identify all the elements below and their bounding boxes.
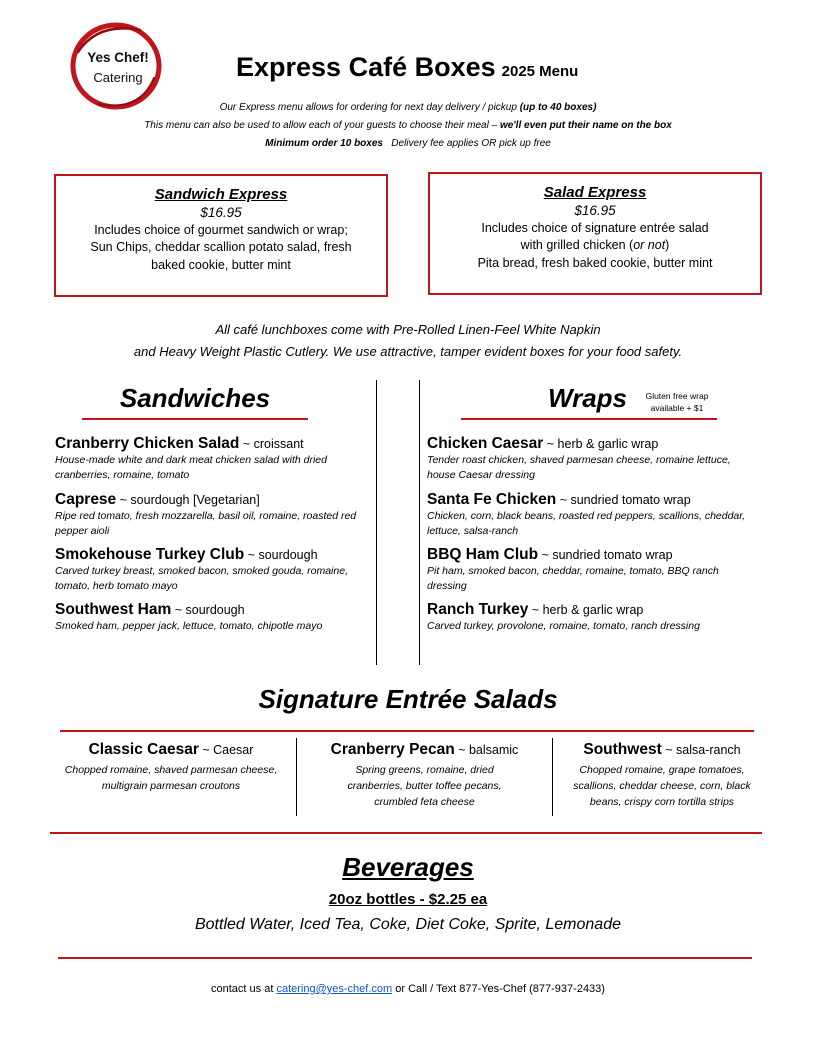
wrap-item xyxy=(427,546,757,594)
package-line: baked cookie, butter mint xyxy=(151,257,291,272)
package-line xyxy=(430,237,760,255)
wrap-item xyxy=(427,491,757,539)
salad-item xyxy=(46,741,296,794)
item-description: Chopped romaine, shaved parmesan cheese, multigrain parmesan croutons xyxy=(64,764,278,792)
intro-2-bold: we'll even put their name on the box xyxy=(499,120,672,131)
package-name: Salad Express xyxy=(543,184,647,201)
intro-3-text: Delivery fee applies OR pick up free xyxy=(382,138,551,149)
item-description: Chopped romaine, grape tomatoes, scallions, cheddar cheese, corn, black beans, crispy corn tortilla strips xyxy=(573,764,751,808)
item-description: Smoked ham, pepper jack, lettuce, tomato, chipotle mayo xyxy=(55,620,323,632)
package-line: Includes choice of gourmet sandwich or wrap; xyxy=(94,222,348,237)
item-dressing: ~ salsa-ranch xyxy=(661,743,741,757)
package-price: $16.95 xyxy=(200,205,242,220)
item-name: Cranberry Pecan xyxy=(330,741,455,758)
salads-bottom-rule xyxy=(50,832,762,834)
logo-text-yes-chef: Yes Chef! xyxy=(87,50,149,65)
item-description: House-made white and dark meat chicken salad with dried cranberries, romaine, tomato xyxy=(55,454,327,481)
item-name: Classic Caesar xyxy=(88,741,199,758)
beverages-list: Bottled Water, Iced Tea, Coke, Diet Coke, Sprite, Lemonade xyxy=(194,916,621,933)
intro-1-text: Our Express menu allows for ordering for next day delivery / pickup xyxy=(219,102,520,113)
item-name: Santa Fe Chicken xyxy=(427,491,557,508)
package-line: Sun Chips, cheddar scallion potato salad, fresh xyxy=(90,240,352,254)
wraps-heading: Wraps xyxy=(548,383,627,413)
intro-line-2 xyxy=(40,120,776,131)
item-name: BBQ Ham Club xyxy=(427,546,539,563)
item-description: Chicken, corn, black beans, roasted red peppers, scallions, cheddar, lettuce, salsa-ranch xyxy=(427,510,746,537)
item-description: Carved turkey, provolone, romaine, tomato, ranch dressing xyxy=(427,620,700,632)
item-dressing: ~ Caesar xyxy=(198,743,254,757)
sandwich-item xyxy=(55,546,375,594)
item-description: Tender roast chicken, shaved parmesan cheese, romaine lettuce, house Caesar dressing xyxy=(427,454,731,481)
intro-line-1 xyxy=(40,102,776,113)
salad-item xyxy=(297,741,552,810)
salads-heading: Signature Entrée Salads xyxy=(258,684,558,714)
item-wrap: ~ sundried tomato wrap xyxy=(538,548,673,562)
package-line-part: with grilled chicken ( xyxy=(520,238,634,252)
item-name: Smokehouse Turkey Club xyxy=(55,546,245,563)
item-name: Southwest Ham xyxy=(55,601,172,618)
beverages-heading: Beverages xyxy=(342,852,474,882)
intro-3-bold: Minimum order 10 boxes xyxy=(265,138,383,149)
package-salad-express xyxy=(428,172,762,295)
column-divider-left xyxy=(376,380,377,665)
item-description: Carved turkey breast, smoked bacon, smoked gouda, romaine, tomato, herb tomato mayo xyxy=(55,565,348,592)
package-line-italic: or not xyxy=(633,238,666,252)
item-name: Ranch Turkey xyxy=(427,601,529,618)
item-wrap: ~ sundried tomato wrap xyxy=(556,493,691,507)
package-line: Pita bread, fresh baked cookie, butter mint xyxy=(477,255,713,270)
item-bread: ~ sourdough xyxy=(171,603,245,617)
wrap-item xyxy=(427,435,757,483)
logo-ring-icon xyxy=(68,20,168,112)
footer-prefix: contact us at xyxy=(211,983,277,995)
gluten-free-note-line: Gluten free wrap xyxy=(645,391,709,401)
sandwich-item xyxy=(55,491,375,539)
item-description: Ripe red tomato, fresh mozzarella, basil oil, romaine, roasted red pepper aioli xyxy=(55,510,357,537)
item-bread: ~ sourdough xyxy=(244,548,318,562)
column-divider-right xyxy=(419,380,420,665)
sandwiches-heading-rule xyxy=(82,418,308,420)
gluten-free-note-line: available + $1 xyxy=(650,403,704,413)
item-bread: ~ sourdough [Vegetarian] xyxy=(116,493,260,507)
package-price: $16.95 xyxy=(574,203,616,218)
wraps-heading-rule xyxy=(461,418,717,420)
item-wrap: ~ herb & garlic wrap xyxy=(543,437,659,451)
logo xyxy=(68,20,168,110)
logo-text-catering: Catering xyxy=(93,70,143,85)
package-line: Includes choice of signature entrée salad xyxy=(481,220,709,235)
sandwich-item xyxy=(55,601,375,634)
title-main: Express Café Boxes xyxy=(236,52,496,82)
intro-line-3 xyxy=(40,138,776,149)
package-sandwich-express xyxy=(54,174,388,297)
item-name: Cranberry Chicken Salad xyxy=(55,435,240,452)
page-title xyxy=(236,52,578,83)
item-bread: ~ croissant xyxy=(239,437,304,451)
intro-2-text: This menu can also be used to allow each of your guests to choose their meal – xyxy=(144,120,500,131)
title-year-menu: 2025 Menu xyxy=(501,63,579,80)
salads-top-rule xyxy=(60,730,754,732)
item-description: Spring greens, romaine, dried cranberries, butter toffee pecans, crumbled feta cheese xyxy=(347,764,502,808)
email-link[interactable]: catering@yes-chef.com xyxy=(276,983,393,995)
item-name: Caprese xyxy=(55,491,117,508)
package-line-part: ) xyxy=(665,238,670,252)
item-name: Southwest xyxy=(583,741,662,758)
note-line-1: All café lunchboxes come with Pre-Rolled Linen-Feel White Napkin xyxy=(215,322,601,337)
item-name: Chicken Caesar xyxy=(427,435,544,452)
item-description: Pit ham, smoked bacon, cheddar, romaine, tomato, BBQ ranch dressing xyxy=(427,565,719,592)
beverages-rule xyxy=(58,957,752,959)
intro-1-bold: (up to 40 boxes) xyxy=(519,102,597,113)
item-dressing: ~ balsamic xyxy=(454,743,519,757)
footer-contact xyxy=(40,983,776,995)
item-wrap: ~ herb & garlic wrap xyxy=(528,603,644,617)
note-line-2: and Heavy Weight Plastic Cutlery. We use attractive, tamper evident boxes for your food safety. xyxy=(133,344,683,359)
sandwich-item xyxy=(55,435,375,483)
package-name: Sandwich Express xyxy=(154,186,288,203)
wrap-item xyxy=(427,601,757,634)
beverages-price: 20oz bottles - $2.25 ea xyxy=(328,891,488,908)
sandwiches-heading: Sandwiches xyxy=(119,383,271,413)
gluten-free-note xyxy=(634,390,720,414)
salad-item xyxy=(553,741,771,810)
footer-suffix: or Call / Text 877-Yes-Chef (877-937-2433) xyxy=(392,983,605,995)
